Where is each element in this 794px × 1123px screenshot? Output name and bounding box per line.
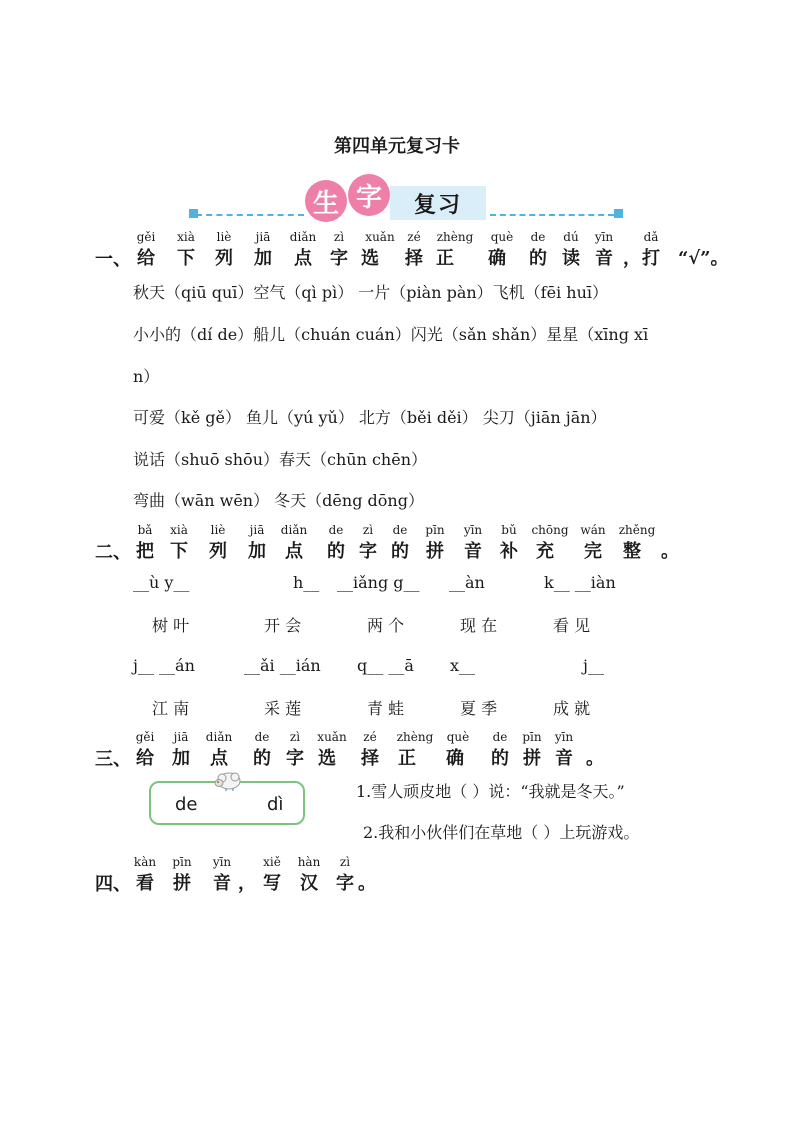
pinyin: zhèng [436,230,474,244]
heading-char: 点 [294,248,312,269]
pinyin: zhěng [618,523,656,537]
heading-char: 字 [286,748,304,769]
banner-label: 复习 [390,186,486,220]
heading-char: 完 [584,541,602,562]
pinyin: gěi [136,230,156,244]
pinyin: yīn [463,523,483,537]
heading-char: 字 [336,873,354,894]
heading-char: 字 [330,248,348,269]
heading-char: 。 [586,748,604,769]
pinyin: hàn [297,855,321,869]
pinyin: de [254,730,270,744]
pinyin: xià [170,523,188,537]
pinyin-blank: __ǎi __ián [244,656,321,675]
heading-char: 音 [464,541,482,562]
pinyin: zé [407,230,421,244]
banner-left-line [196,214,304,216]
heading-char: 选 [318,748,336,769]
heading-char: 。 [358,873,376,894]
heading-char: 下 [170,541,188,562]
sheep-icon [214,770,242,792]
pinyin: zé [363,730,377,744]
pinyin: jiā [255,230,271,244]
heading-char: 点 [285,541,303,562]
question-1-line: 可爱（kě gě） 鱼儿（yú yǔ） 北方（běi děi） 尖刀（jiān jān） [133,408,607,427]
heading-char: 写 [263,873,281,894]
heading-char: ， [238,873,256,894]
heading-char: 确 [488,248,506,269]
heading-char: 打 [642,248,660,269]
pinyin: diǎn [280,523,308,537]
heading-char: 确 [446,748,464,769]
question-1-line: n） [133,367,160,386]
heading-char: 音 [555,748,573,769]
pinyin: yīn [212,855,232,869]
heading-char: 正 [436,248,454,269]
pinyin: dǎ [643,230,659,244]
heading-char: 读 [562,248,580,269]
pinyin: zì [339,855,351,869]
heading-char: 充 [536,541,554,562]
heading-char: 补 [500,541,518,562]
word: 现 在 [460,616,498,635]
question-number: 四、 [95,874,131,895]
pinyin-blank: h__ [293,573,320,592]
heading-char: 给 [137,248,155,269]
pinyin: què [446,730,470,744]
heading-char: 下 [177,248,195,269]
pinyin-blank: k__ __iàn [544,573,616,592]
word: 看 见 [553,616,591,635]
pinyin: diǎn [289,230,317,244]
pinyin: gěi [135,730,155,744]
question-1-line: 小小的（dí de）船儿（chuán cuán）闪光（sǎn shǎn）星星（xīng xī [133,325,649,344]
sentence: 2.我和小伙伴们在草地（ ）上玩游戏。 [363,823,640,842]
pinyin: pīn [172,855,192,869]
heading-char: ， [623,248,641,269]
word: 采 莲 [264,699,302,718]
heading-char: 列 [209,541,227,562]
pinyin: kàn [133,855,157,869]
pinyin-blank: j__ [583,656,604,675]
heading-char: 汉 [300,873,318,894]
word: 树 叶 [152,616,190,635]
pinyin: pīn [425,523,445,537]
pinyin: bǎ [137,523,153,537]
sentence: 1.雪人顽皮地（ ）说：“我就是冬天。” [356,782,625,801]
heading-char: 加 [254,248,272,269]
word: 成 就 [553,699,591,718]
pinyin: yīn [554,730,574,744]
pinyin-blank: j__ __án [133,656,195,675]
pinyin-blank: __ù y__ [133,573,190,592]
banner-char-circle: 生 [305,180,347,222]
question-number: 一、 [95,249,131,270]
heading-char: 列 [215,248,233,269]
word: 青 蛙 [367,699,405,718]
heading-char: 的 [391,541,409,562]
pinyin: zì [362,523,374,537]
pinyin: jiā [249,523,265,537]
word: 夏 季 [460,699,498,718]
question-1-line: 秋天（qiū quī）空气（qì pì） 一片（piàn pàn）飞机（fēi huī） [133,283,609,302]
heading-char: 的 [253,748,271,769]
pinyin: zì [333,230,345,244]
pinyin: de [392,523,408,537]
heading-char: 整 [623,541,641,562]
heading-char: 点 [210,748,228,769]
heading-char: 把 [136,541,154,562]
pinyin: xiě [263,855,281,869]
pinyin-blank: __àn [449,573,485,592]
heading-char: 给 [136,748,154,769]
pinyin: jiā [173,730,189,744]
pinyin: zì [289,730,301,744]
heading-char: 看 [136,873,154,894]
pinyin: xià [177,230,195,244]
heading-char: 拼 [426,541,444,562]
pinyin-blank: x__ [450,656,476,675]
heading-char: “√”。 [678,248,729,269]
question-number: 二、 [95,542,131,563]
banner-right-line [490,214,614,216]
page-title: 第四单元复习卡 [334,136,460,157]
pinyin: pīn [522,730,542,744]
word: 两 个 [367,616,405,635]
pinyin: de [530,230,546,244]
heading-char: 音 [213,873,231,894]
pinyin: liè [216,230,232,244]
question-1-line: 说话（shuō shōu）春天（chūn chēn） [133,450,427,469]
pinyin: zhèng [396,730,434,744]
option-de: de [175,794,198,815]
question-1-line: 弯曲（wān wēn） 冬天（dēng dōng） [133,491,424,510]
pinyin: chōng [531,523,569,537]
pinyin: bǔ [501,523,517,537]
pinyin: wán [580,523,606,537]
heading-char: 字 [359,541,377,562]
heading-char: 加 [172,748,190,769]
banner-right-dot [614,209,623,218]
heading-char: 择 [361,748,379,769]
heading-char: 择 [405,248,423,269]
pinyin: xuǎn [365,230,395,244]
heading-char: 正 [398,748,416,769]
pinyin: dú [563,230,579,244]
word: 开 会 [264,616,302,635]
pinyin-blank: __iǎng g__ [337,573,420,592]
heading-char: 的 [327,541,345,562]
pinyin-blank: q__ __ā [357,656,414,675]
pinyin: de [492,730,508,744]
pinyin: yīn [594,230,614,244]
pinyin: diǎn [205,730,233,744]
heading-char: 的 [529,248,547,269]
banner-char-circle: 字 [348,174,390,216]
heading-char: 的 [491,748,509,769]
pinyin: de [328,523,344,537]
word: 江 南 [152,699,190,718]
heading-char: 拼 [523,748,541,769]
heading-char: 。 [661,541,679,562]
heading-char: 加 [248,541,266,562]
option-di: dì [267,794,284,815]
heading-char: 选 [361,248,379,269]
pinyin: liè [210,523,226,537]
question-number: 三、 [95,749,131,770]
heading-char: 拼 [173,873,191,894]
pinyin: xuǎn [317,730,347,744]
heading-char: 音 [595,248,613,269]
pinyin: què [490,230,514,244]
